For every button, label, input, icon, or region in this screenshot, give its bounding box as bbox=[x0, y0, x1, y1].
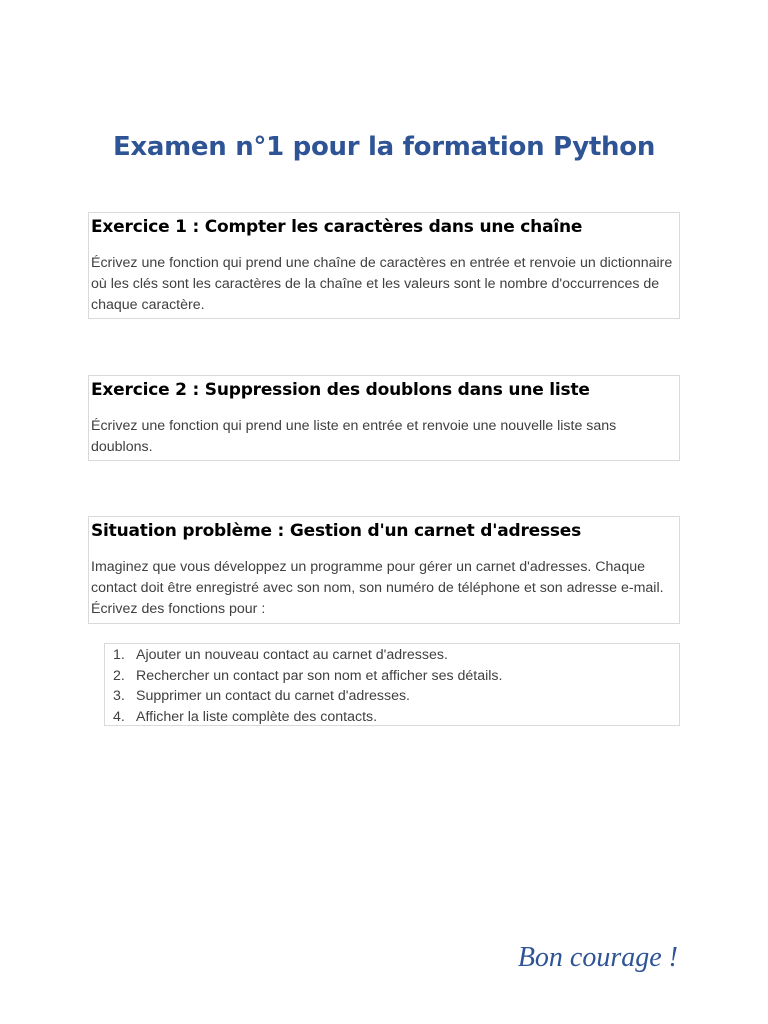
list-item bbox=[113, 666, 679, 687]
exercise-1-heading: Exercice 1 : Compter les caractères dans une chaîne bbox=[91, 217, 583, 237]
problem-situation-box bbox=[88, 516, 680, 624]
page-title: Examen n°1 pour la formation Python bbox=[112, 132, 656, 162]
list-item bbox=[113, 645, 679, 666]
exercise-2-box bbox=[88, 375, 680, 461]
list-item-text: Afficher la liste complète des contacts. bbox=[136, 708, 378, 725]
exercise-2-heading: Exercice 2 : Suppression des doublons dans une liste bbox=[91, 380, 590, 400]
list-item-number: 3. bbox=[113, 688, 125, 704]
list-item-text: Ajouter un nouveau contact au carnet d'adresses. bbox=[136, 647, 448, 663]
exercise-1-text: Écrivez une fonction qui prend une chaîne de caractères en entrée et renvoie un dictionnaire où les clés sont les caractères de la chaîne et les valeurs sont le nombre d'occurrences de chaque caractère. bbox=[91, 255, 673, 313]
task-list bbox=[105, 644, 679, 727]
problem-situation-heading: Situation problème : Gestion d'un carnet d'adresses bbox=[91, 521, 582, 541]
list-item-number: 1. bbox=[113, 647, 125, 663]
list-item-text: Rechercher un contact par son nom et afficher ses détails. bbox=[136, 667, 503, 684]
list-item-number: 2. bbox=[113, 667, 125, 684]
list-item-text: Supprimer un contact du carnet d'adresses. bbox=[136, 688, 410, 704]
exercise-2-text: Écrivez une fonction qui prend une liste en entrée et renvoie une nouvelle liste sans doublons. bbox=[91, 418, 617, 455]
problem-situation-text: Imaginez que vous développez un programme pour gérer un carnet d'adresses. Chaque contact doit être enregistré avec son nom, son numéro de téléphone et son adresse e-mail. Écrivez des fonctions pour : bbox=[91, 559, 664, 617]
list-item bbox=[113, 686, 679, 707]
exercise-1-box bbox=[88, 212, 680, 319]
task-list-box bbox=[104, 643, 680, 726]
list-item-number: 4. bbox=[113, 708, 125, 725]
closing-message: Bon courage ! bbox=[517, 942, 678, 973]
list-item bbox=[113, 707, 679, 728]
